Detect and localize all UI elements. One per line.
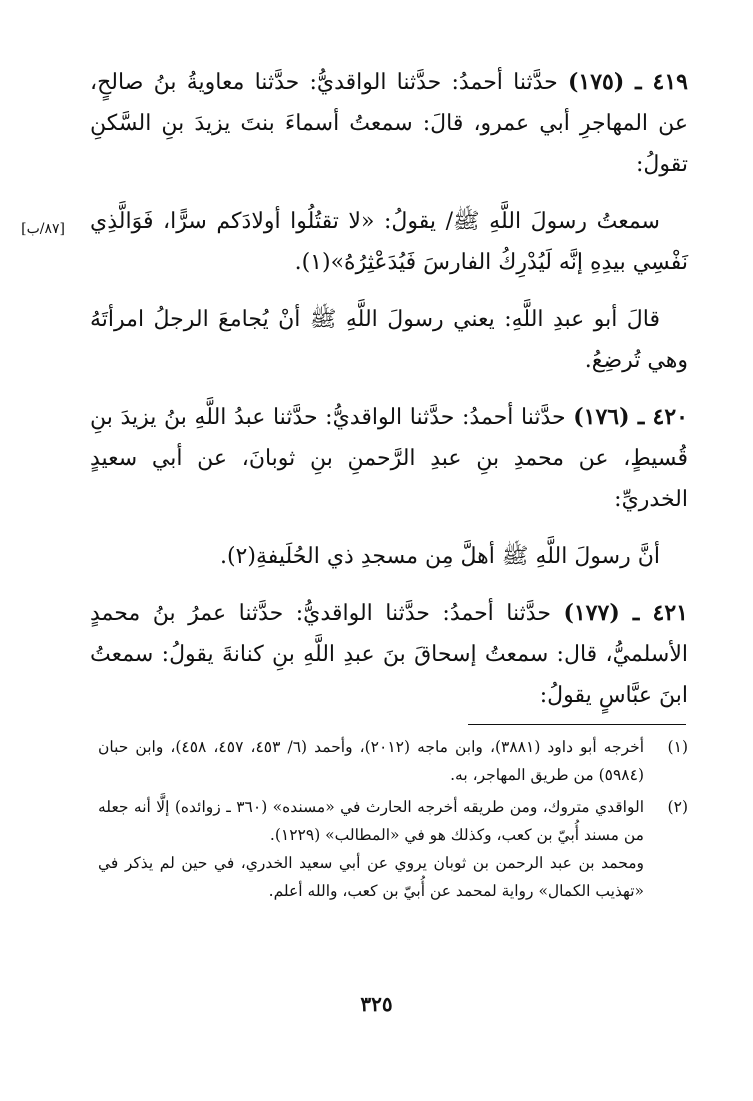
main-text (90, 62, 688, 732)
hadith-419-matn (90, 201, 688, 283)
manuscript-folio-marker: [٨٧/ب] (21, 221, 65, 237)
hadith-text: حدَّثنا أحمدُ: حدَّثنا الواقديُّ: حدَّثنا عبدُ اللَّهِ بنُ يزيدَ بنِ قُسيطٍ، عن محمدِ بنِ عبدِ الرَّحمنِ بنِ ثوبانَ، عن أبي سعيدٍ الخدريِّ: (90, 405, 688, 512)
hadith-420-matn (90, 536, 688, 577)
footnote-body (98, 733, 644, 789)
footnote-2 (98, 793, 688, 905)
hadith-419-chain (90, 62, 688, 185)
hadith-number: ٤١٩ ـ (١٧٥) (568, 69, 688, 95)
footnote-number: (١) (667, 738, 688, 756)
hadith-number: ٤٢١ ـ (١٧٧) (563, 600, 688, 626)
hadith-text: حدَّثنا أحمدُ: حدَّثنا الواقديُّ: حدَّثنا عمرُ بنُ محمدٍ الأسلميُّ، قال: سمعتُ إسحاقَ بنَ عبدِ اللَّهِ بنِ كنانةَ يقولُ: سمعتُ ابنَ عبَّاسٍ يقولُ: (90, 601, 688, 708)
page-number: ٣٢٥ (360, 992, 393, 1016)
footnotes (98, 733, 688, 909)
footnote-line: ومحمد بن عبد الرحمن بن ثوبان يروي عن أبي سعيد الخدري، في حين لم يذكر في «تهذيب الكمال» رواية لمحمد عن أُبيّ بن كعب، والله أعلم. (98, 854, 644, 900)
hadith-text: قالَ أبو عبدِ اللَّهِ: يعني رسولَ اللَّهِ ﷺ أنْ يُجامعَ الرجلُ امرأتَهُ وهي تُرضِعُ. (90, 307, 688, 373)
footnote-body (98, 793, 644, 905)
hadith-text: حدَّثنا أحمدُ: حدَّثنا الواقديُّ: حدَّثنا معاويةُ بنُ صالحٍ، عن المهاجرِ أبي عمرو، قالَ: سمعتُ أسماءَ بنتَ يزيدَ بنِ السَّكنِ تقولُ: (90, 70, 688, 177)
hadith-420-chain (90, 397, 688, 520)
footnote-line: الواقدي متروك، ومن طريقه أخرجه الحارث في «مسنده» (٣٦٠ ـ زوائده) إلَّا أنه جعله من مسند أُبيّ بن كعب، وكذلك هو في «المطالب» (١٢٢٩). (98, 798, 644, 844)
hadith-number: ٤٢٠ ـ (١٧٦) (573, 404, 688, 430)
hadith-text: سمعتُ رسولَ اللَّهِ ﷺ/ يقولُ: «لا تقتُلُوا أولادَكم سرًّا، فَوَالَّذِي نَفْسِي بيدِهِ إنَّه لَيُدْرِكُ الفارسَ فَيُدَعْثِرُهُ»(١). (90, 209, 688, 275)
footnote-line: أخرجه أبو داود (٣٨٨١)، وابن ماجه (٢٠١٢)، وأحمد (٦/ ٤٥٣، ٤٥٧، ٤٥٨)، وابن حبان (٥٩٨٤) من طريق المهاجر، به. (98, 738, 645, 784)
footnote-number: (٢) (667, 798, 688, 816)
hadith-419-comment (90, 299, 688, 381)
hadith-421-chain (90, 593, 688, 716)
footnote-1 (98, 733, 688, 789)
footnote-divider (468, 724, 686, 725)
hadith-text: أنَّ رسولَ اللَّهِ ﷺ أهلَّ مِن مسجدِ ذي الحُلَيفةِ(٢). (219, 544, 660, 569)
